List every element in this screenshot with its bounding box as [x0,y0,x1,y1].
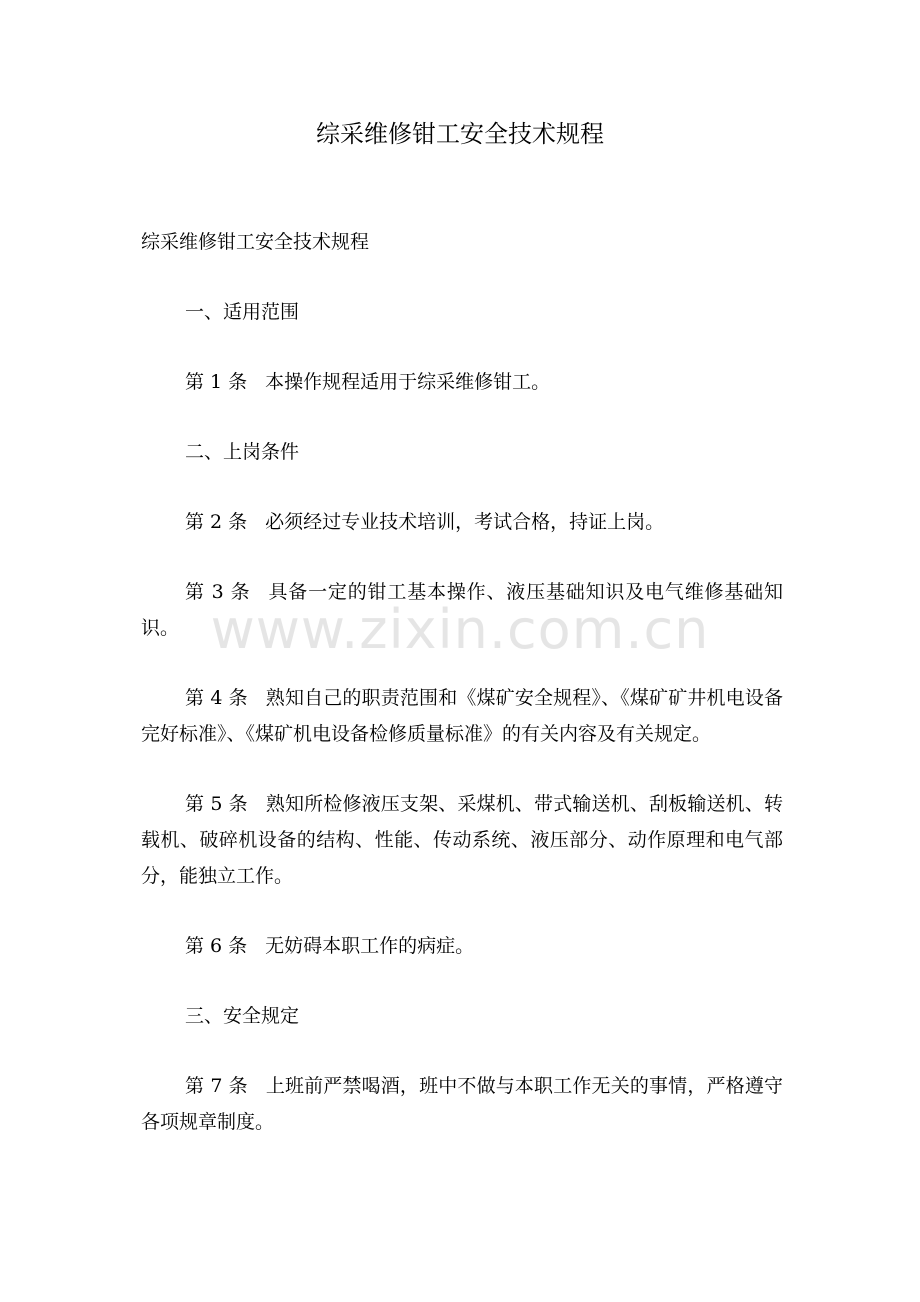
watermark: www.zixin.com.cn [210,598,710,661]
clause-paragraph [141,1068,783,1140]
clause-paragraph [141,928,783,964]
clause-number: 第 3 条 [185,581,251,603]
clause-text: 熟知自己的职责范围和《煤矿安全规程》、《煤矿矿井机电设备完好标准》、《煤矿机电设备检修质量标准》的有关内容及有关规定。 [141,687,783,745]
section-heading: 二、上岗条件 [185,441,300,463]
section-heading: 三、安全规定 [185,1005,300,1027]
clause-paragraph [141,504,783,540]
clause-text: 上班前严禁喝酒，班中不做与本职工作无关的事情，严格遵守各项规章制度。 [141,1075,783,1133]
clause-paragraph [141,680,783,752]
document-subtitle: 综采维修钳工安全技术规程 [141,231,370,253]
document-body [141,224,783,1174]
clause-number: 第 5 条 [185,793,248,815]
clause-text: 必须经过专业技术培训，考试合格，持证上岗。 [265,511,665,533]
clause-text: 具备一定的钳工基本操作、液压基础知识及电气维修基础知识。 [141,581,783,639]
clause-number: 第 7 条 [185,1075,248,1097]
clause-text: 本操作规程适用于综采维修钳工。 [265,371,551,393]
clause-number: 第 4 条 [185,687,248,709]
clause-number: 第 1 条 [185,371,248,393]
clause-paragraph [141,574,783,646]
clause-paragraph [141,786,783,894]
section-heading: 一、适用范围 [185,301,300,323]
clause-number: 第 2 条 [185,511,248,533]
clause-text: 熟知所检修液压支架、采煤机、带式输送机、刮板输送机、转载机、破碎机设备的结构、性能、传动系统、液压部分、动作原理和电气部分，能独立工作。 [141,793,783,887]
clause-number: 第 6 条 [185,935,248,957]
clause-text: 无妨碍本职工作的病症。 [265,935,475,957]
clause-paragraph [141,364,783,400]
page-title: 综采维修钳工安全技术规程 [316,120,604,148]
